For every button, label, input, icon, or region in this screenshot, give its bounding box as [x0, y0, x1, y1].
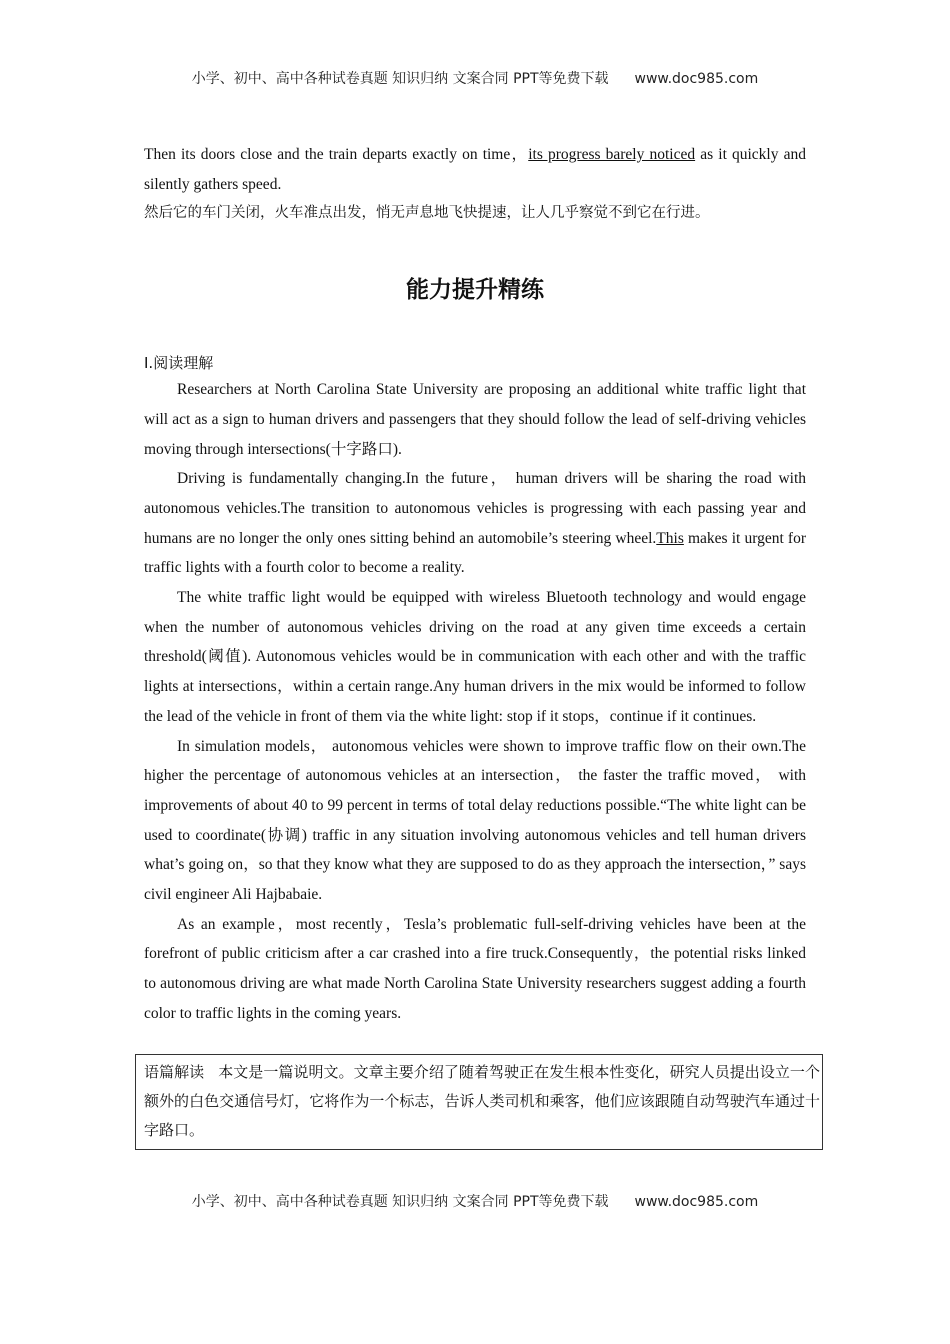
intro-english — [144, 140, 806, 199]
header-text: 小学、初中、高中各种试卷真题 知识归纳 文案合同 PPT等免费下载 — [191, 71, 609, 87]
paragraph-2-underlined-word: This — [656, 529, 684, 547]
intro-chinese: 然后它的车门关闭，火车准点出发，悄无声息地飞快提速，让人几乎察觉不到它在行进。 — [144, 205, 710, 222]
footer-text: 小学、初中、高中各种试卷真题 知识归纳 文案合同 PPT等免费下载 — [191, 1194, 609, 1210]
document-body — [144, 140, 806, 1029]
intro-text-after: as it quickly and silently gathers speed. — [144, 146, 806, 193]
paragraph-4: In simulation models， autonomous vehicles were shown to improve traffic flow on their own.The higher the percentage of autonomous vehicles at an intersection， the faster the traffic moved， with improvements of about 40 to 99 percent in terms of total delay reductions possible.“The white light can be used to coordinate(协调) traffic in any situation involving autonomous vehicles and tell human drivers what’s going on，so that they know what they are supposed to do as they approach the intersection，” says civil engineer Ali Hajbabaie. — [144, 737, 806, 904]
section-title: 能力提升精练 — [406, 277, 544, 304]
note-text: 本文是一篇说明文。文章主要介绍了随着驾驶正在发生根本性变化，研究人员提出设立一个额外的白色交通信号灯，它将作为一个标志，告诉人类司机和乘客，他们应该跟随自动驾驶汽车通过十字路口。 — [144, 1063, 820, 1139]
paragraph-1: Researchers at North Carolina State University are proposing an additional white traffic light that will act as a sign to human drivers and passengers that they should follow the lead of self-driving vehicles moving through intersections(十字路口). — [144, 381, 806, 458]
header-site-link[interactable]: www.doc985.com — [634, 71, 759, 87]
intro-text-before: Then its doors close and the train departs exactly on time， — [144, 146, 529, 163]
paragraph-2 — [144, 464, 806, 583]
paragraph-5: As an example，most recently，Tesla’s problematic full-self-driving vehicles have been at the forefront of public criticism after a car crashed into a fire truck.Consequently，the potential risks linked to autonomous driving are what made North Carolina State University researchers suggest adding a fourth color to traffic lights in the coming years. — [144, 915, 806, 1022]
subsection-title: Ⅰ.阅读理解 — [144, 354, 214, 373]
note-label: 语篇解读 — [144, 1063, 205, 1081]
paragraph-2-text-before: Driving is fundamentally changing.In the future， human drivers will be sharing the road with autonomous vehicles.The transition to autonomous vehicles is progressing with each passing year and humans are no longer the only ones sitting behind an automobile’s steering wheel. — [144, 470, 806, 547]
footer-site-link[interactable]: www.doc985.com — [634, 1194, 759, 1210]
page-header — [0, 68, 950, 88]
paragraph-3: The white traffic light would be equipped with wireless Bluetooth technology and would engage when the number of autonomous vehicles driving on the road at any given time exceeds a certain threshold(阈值). Autonomous vehicles would be in communication with each other and with the traffic lights at intersections，within a certain range.Any human drivers in the mix would be informed to follow the lead of the vehicle in front of them via the white light: stop if it stops，continue if it continues. — [144, 589, 806, 725]
page-footer — [0, 1191, 950, 1211]
passage-note-box — [135, 1054, 823, 1150]
paragraph-2-text-after: makes it urgent for traffic lights with a fourth color to become a reality. — [144, 529, 806, 577]
intro-underlined-phrase: its progress barely noticed — [528, 146, 696, 163]
